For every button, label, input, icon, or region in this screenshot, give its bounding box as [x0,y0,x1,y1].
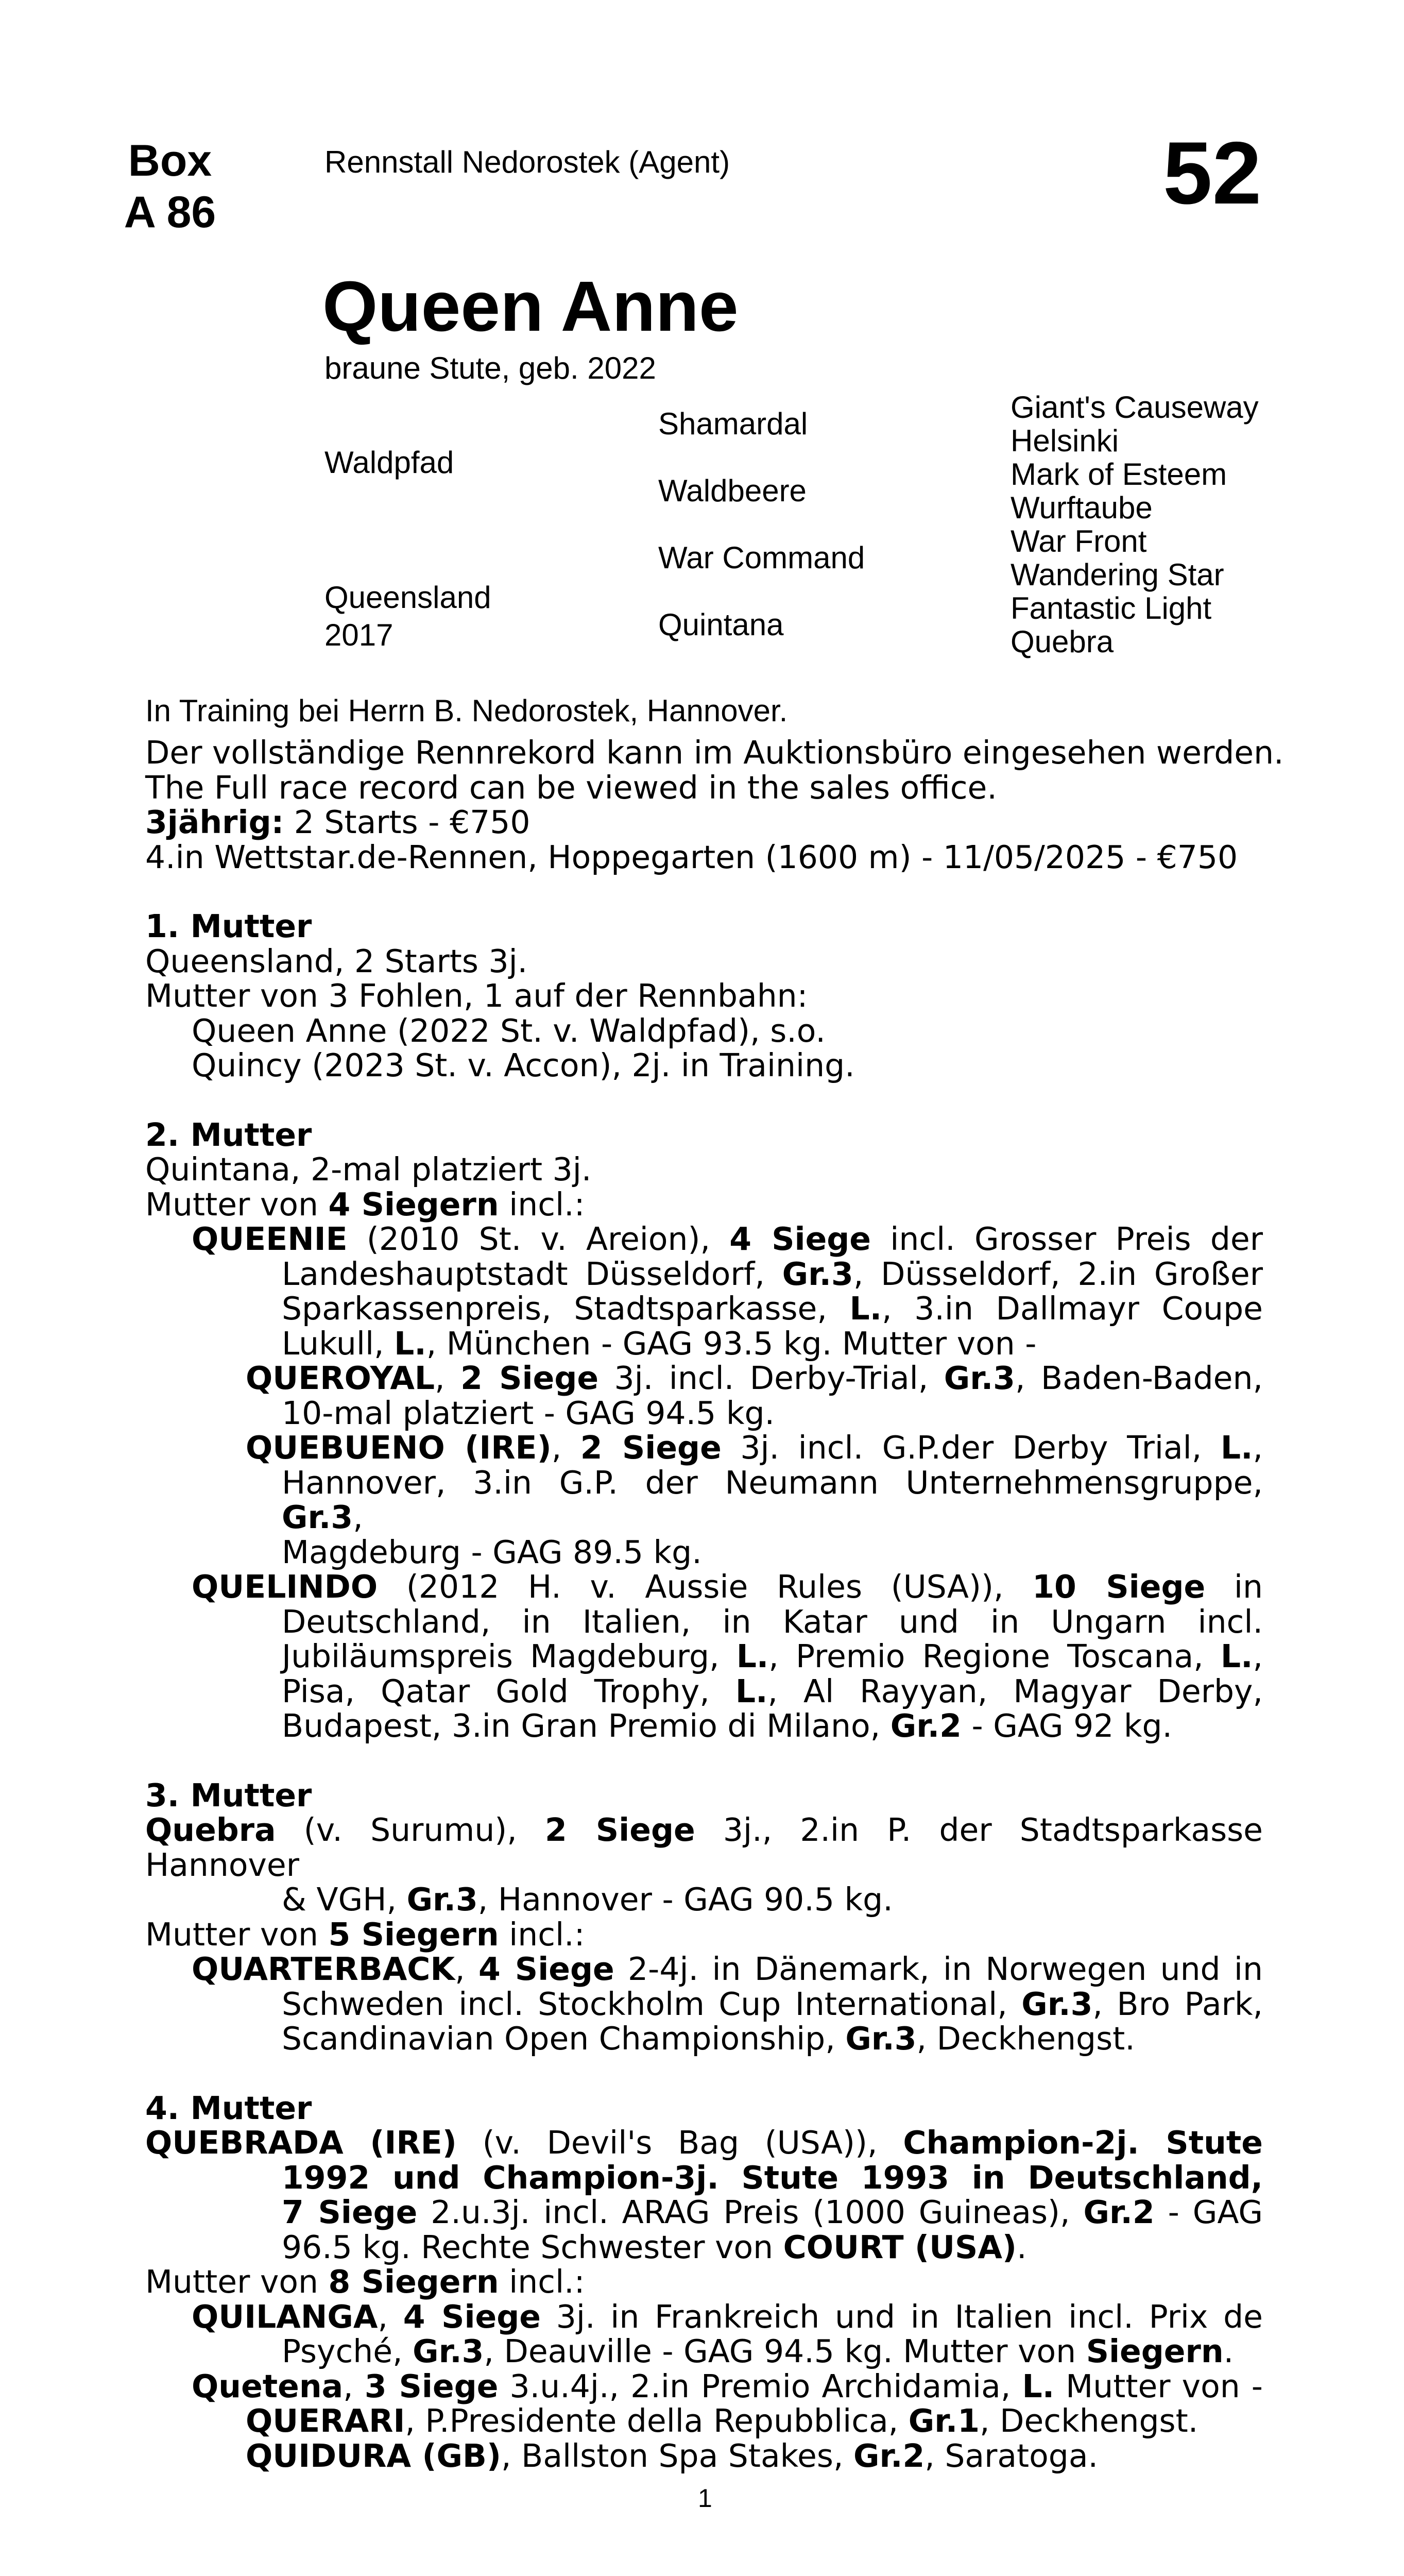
produce-entry: QUILANGA, 4 Siege 3j. in Frankreich und in Italien incl. Prix de Psyché, Gr.3, Deauville - GAG 94.5 kg. Mutter von Siegern. [192,2298,1263,2370]
dam1-heading: 1. Mutter [145,908,312,945]
record-note-de: Der vollständige Rennrekord kann im Auktionsbüro eingesehen werden. [145,734,1284,771]
produce-entry: Quetena, 3 Siege 3.u.4j., 2.in Premio Archidamia, L. Mutter von - [192,2367,1263,2405]
dam4-produce: Mutter von 8 Siegern incl.: [145,2263,585,2300]
pedigree-g3-7: Fantastic Light [1011,591,1212,625]
produce-entry: QUARTERBACK, 4 Siege 2-4j. in Dänemark, in Norwegen und in Schweden incl. Stockholm Cup International, Gr.3, Bro Park, Scandinavian Open Championship, Gr.3, Deckhengst. [192,1951,1263,2057]
race-summary-text: 2 Starts - €750 [284,804,530,841]
pedigree-g3-1: Giant's Causeway [1011,390,1259,425]
produce-entry: QUEROYAL, 2 Siege 3j. incl. Derby-Trial, Gr.3, Baden-Baden, 10-mal platziert - GAG 94.5 kg. [246,1360,1263,1432]
pedigree-sire-dam: Waldbeere [658,473,807,508]
consignor: Rennstall Nedorostek (Agent) [324,145,730,179]
dam2-heading: 2. Mutter [145,1116,312,1154]
dam3-record: Quebra (v. Surumu), 2 Siege 3j., 2.in P. der Stadtsparkasse Hannover & VGH, Gr.3, Hannover - GAG 90.5 kg. [145,1811,1263,1918]
produce-entry: QUELINDO (2012 H. v. Aussie Rules (USA)), 10 Siege in Deutschland, in Italien, in Katar und in Ungarn incl. Jubiläumspreis Magdeburg, L., Premio Regione Toscana, L., Pisa, Qatar Gold Trophy, L., Al Rayyan, Magyar Derby, Budapest, 3.in Gran Premio di Milano, Gr.2 - GAG 92 kg. [192,1568,1263,1744]
record-note-en: The Full race record can be viewed in the sales office. [145,769,997,806]
dam1-foal-1: Queen Anne (2022 St. v. Waldpfad), s.o. [192,1012,826,1049]
pedigree-g3-8: Quebra [1011,624,1114,659]
horse-name: Queen Anne [322,267,739,346]
produce-entry: QUERARI, P.Presidente della Repubblica, Gr.1, Deckhengst. [246,2402,1198,2439]
pedigree-g3-4: Wurftaube [1011,490,1153,525]
catalogue-body [145,734,1284,2475]
training-note: In Training bei Herrn B. Nedorostek, Hannover. [145,693,788,728]
dam4-heading: 4. Mutter [145,2089,312,2127]
page-number: 1 [698,2484,712,2513]
box-label-line1: Box [128,136,212,185]
race-age-label: 3jährig: [145,804,284,841]
box-label-line2: A 86 [124,188,216,237]
horse-description: braune Stute, geb. 2022 [324,351,656,385]
pedigree-g3-3: Mark of Esteem [1011,457,1227,492]
box-label [103,135,237,238]
pedigree-dam-dam: Quintana [658,607,784,642]
pedigree-dam: Queensland [324,580,491,615]
dam1-line2: Mutter von 3 Fohlen, 1 auf der Rennbahn: [145,977,808,1014]
produce-entry: QUEENIE (2010 St. v. Areion), 4 Siege incl. Grosser Preis der Landeshauptstadt Düsseldorf, Gr.3, Düsseldorf, 2.in Großer Sparkassenpreis, Stadtsparkasse, L., 3.in Dallmayr Coupe Lukull, L., München - GAG 93.5 kg. Mutter von - [192,1221,1263,1362]
pedigree-sire-sire: Shamardal [658,406,808,441]
dam3-heading: 3. Mutter [145,1776,312,1814]
produce-entry: QUEBUENO (IRE), 2 Siege 3j. incl. G.P.der Derby Trial, L., Hannover, 3.in G.P. der Neumann Unternehmensgruppe, Gr.3, Magdeburg - GAG 89.5 kg. [246,1429,1263,1571]
pedigree-sire: Waldpfad [324,445,454,480]
race-summary [145,805,1263,840]
produce-entry: QUIDURA (GB), Ballston Spa Stakes, Gr.2, Saratoga. [246,2437,1099,2475]
lot-number: 52 [1163,124,1262,223]
dam3-produce: Mutter von 5 Siegern incl.: [145,1916,585,1953]
dam4-record: QUEBRADA (IRE) (v. Devil's Bag (USA)), Champion-2j. Stute 1992 und Champion-3j. Stute 1993 in Deutschland, 7 Siege 2.u.3j. incl. ARAG Preis (1000 Guineas), Gr.2 - GAG 96.5 kg. Rechte Schwester von COURT (USA). [145,2124,1263,2266]
pedigree-dam-year: 2017 [324,618,393,652]
pedigree-g3-6: Wandering Star [1011,557,1224,592]
pedigree-g3-5: War Front [1011,524,1147,558]
dam2-produce: Mutter von 4 Siegern incl.: [145,1185,585,1223]
pedigree-g3-2: Helsinki [1011,423,1119,458]
dam1-line1: Queensland, 2 Starts 3j. [145,942,528,980]
pedigree-dam-sire: War Command [658,540,865,575]
dam1-foal-2: Quincy (2023 St. v. Accon), 2j. in Training. [192,1047,855,1084]
dam2-line1: Quintana, 2-mal platziert 3j. [145,1151,592,1188]
race-detail: 4.in Wettstar.de-Rennen, Hoppegarten (1600 m) - 11/05/2025 - €750 [145,838,1238,876]
